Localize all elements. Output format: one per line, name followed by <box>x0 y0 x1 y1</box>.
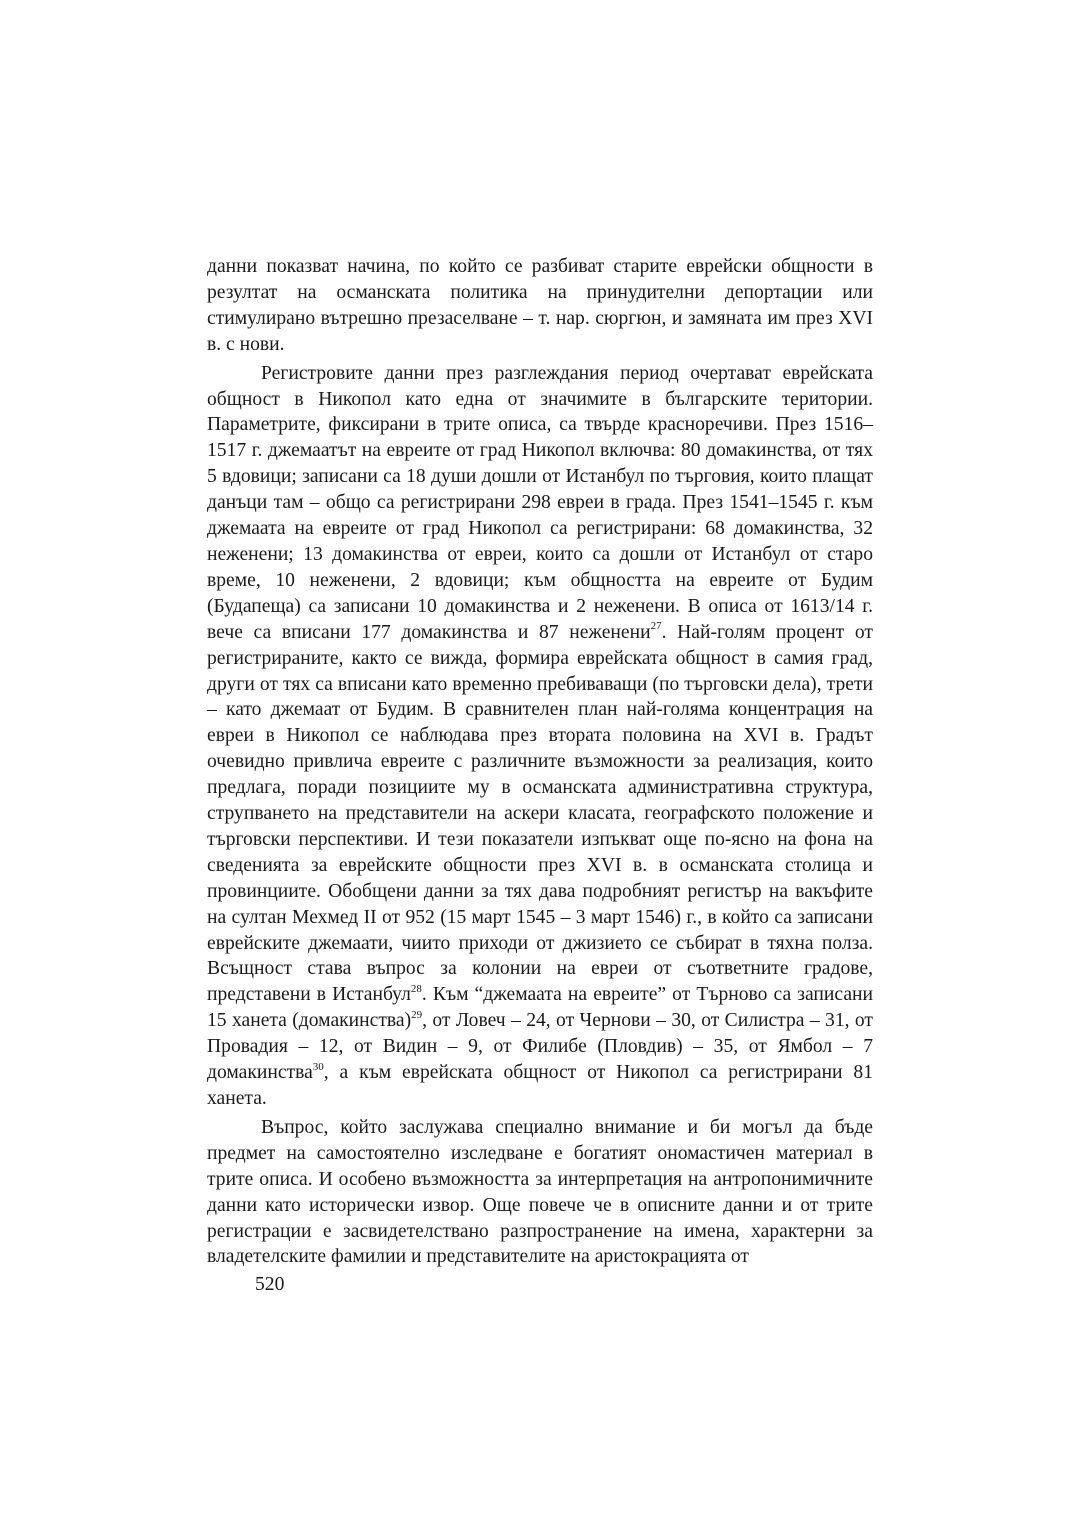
page-number: 520 <box>255 1274 285 1295</box>
paragraph-2 <box>207 361 873 1112</box>
paragraph-2-segment: , от Ловеч – 24, от Чернови – 30, от Силистра – 31, от Провадия – 12, от Видин – 9, от Филибе (Пловдив) – 35, от Ямбол – 7 домакинства <box>207 1010 873 1084</box>
paragraph-2-segment: , а към еврейската общност от Никопол са регистрирани 81 ханета. <box>207 1062 873 1109</box>
body-text <box>207 254 873 1270</box>
paragraph-2-segment: . Най-голям процент от регистрираните, както се вижда, формира еврейската общност в самия град, други от тях са вписани като временно пребиваващи (по търговски дела), трети – като джемаат от Будим. В сравнителен план най-голяма концентрация на евреи в Никопол се наблюдава през втората половина на XVI в. Градът очевидно привлича евреите с различните възможности за реализация, които предлага, поради позициите му в османската административна структура, струпването на представители на аскери класата, географското положение и търговски перспективи. И тези показатели изпъкват още по-ясно на фона на сведенията за еврейските общности през XVI в. в османската столица и провинциите. Обобщени данни за тях дава подробният регистър на вакъфите на султан Мехмед II от 952 (15 март 1545 – 3 март 1546) г., в който са записани еврейските джемаати, чиито приходи от джизието се събират в тяхна полза. Всъщност става въпрос за колонии на евреи от съответните градове, представени в Истанбул <box>207 621 873 1006</box>
footnote-ref-30: 30 <box>312 1060 324 1073</box>
paragraph-3: Въпрос, който заслужава специално внимание и би могъл да бъде предмет на самостоятелно изследване е богатият ономастичен материал в трите описа. И особено възможността за интерпретация на антропонимичните данни като исторически извор. Още повече че в описните данни и от трите регистрации е засвидетелствано разпространение на имена, характерни за владетелските фамилии и представителите на аристокрацията от <box>207 1116 873 1268</box>
footnote-ref-29: 29 <box>411 1008 423 1021</box>
paragraph-1: данни показват начина, по който се разбиват старите еврейски общности в резултат на османската политика на принудителни депортации или стимулирано вътрешно презаселване – т. нар. сюргюн, и замяната им през XVI в. с нови. <box>207 256 873 355</box>
paragraph-2-segment: Регистровите данни през разглеждания период очертават еврейската общност в Никопол като една от значимите в българските територии. Параметрите, фиксирани в трите описа, са твърде красноречиви. През 1516–1517 г. джемаатът на евреите от град Никопол включва: 80 домакинства, от тях 5 вдовици; записани са 18 души дошли от Истанбул по търговия, които плащат данъци там – общо са регистрирани 298 евреи в града. През 1541–1545 г. към джемаата на евреите от град Никопол са регистрирани: 68 домакинства, 32 неженени; 13 домакинства от евреи, които са дошли от Истанбул от старо време, 10 неженени, 2 вдовици; към общността на евреите от Будим (Будапеща) са записани 10 домакинства и 2 неженени. В описа от 1613/14 г. вече са вписани 177 домакинства и 87 неженени <box>207 362 873 643</box>
paragraph-2-segment: . Към “джемаата на евреите” от Търново са записани 15 ханета (домакинства) <box>207 984 874 1032</box>
footnote-ref-27: 27 <box>650 620 662 633</box>
footnote-ref-28: 28 <box>410 982 422 995</box>
